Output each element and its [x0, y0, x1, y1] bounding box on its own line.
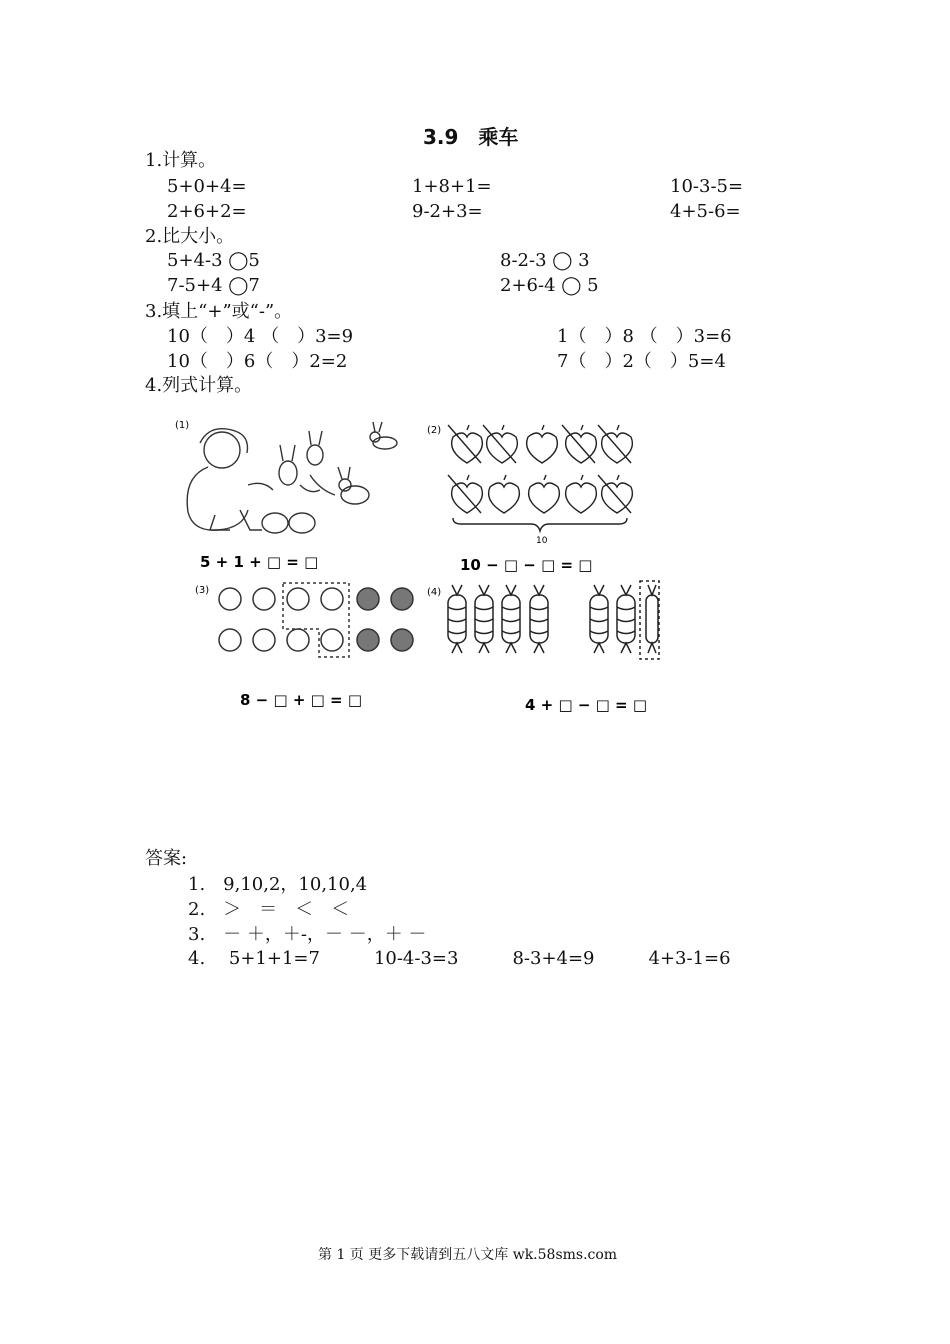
q4-heading: 4.列式计算。 [145, 375, 253, 396]
q1-item: 5+0+4= [167, 176, 247, 197]
candies-group [448, 581, 659, 659]
q3-heading: 3.填上“+”或“-”。 [145, 301, 293, 322]
answer-line: 3. － ＋，＋-，－ －，＋ － [188, 924, 427, 945]
q1-heading: 1.计算。 [145, 150, 217, 171]
q3-item: 10（ ）4 （ ）3=9 [167, 326, 354, 347]
q1-item: 2+6+2= [167, 201, 247, 222]
q3-item: 7（ ）2（ ）5=4 [557, 351, 726, 372]
q1-item: 1+8+1= [412, 176, 492, 197]
panel-label-1: (1) [175, 420, 190, 431]
panel-label-2: (2) [427, 425, 442, 436]
answer-line: 2. ＞ ＝ ＜ ＜ [188, 899, 350, 920]
panel-label-3: (3) [195, 585, 210, 596]
answer-line: 1. 9,10,2，10,10,4 [188, 874, 368, 895]
q3-item: 10（ ）6（ ）2=2 [167, 351, 348, 372]
apples-group [448, 425, 632, 531]
child-rabbits-illustration [187, 422, 397, 533]
q2-item: 7-5+4 ◯7 [167, 275, 260, 296]
bracket-label: 10 [536, 536, 548, 546]
q1-item: 10-3-5= [670, 176, 744, 197]
q2-heading: 2.比大小。 [145, 226, 235, 247]
q2-item: 5+4-3 ◯5 [167, 250, 260, 271]
q3-item: 1（ ）8 （ ）3=6 [557, 326, 732, 347]
q4-figure [170, 415, 660, 720]
page-footer: 第 1 页 更多下载请到五八文库 wk.58sms.com [318, 1247, 618, 1263]
q1-item: 9-2+3= [412, 201, 483, 222]
q2-item: 2+6-4 ◯ 5 [500, 275, 599, 296]
q2-item: 8-2-3 ◯ 3 [500, 250, 590, 271]
equation-2: 10 − □ − □ = □ [460, 556, 593, 574]
equation-1: 5 + 1 + □ = □ [200, 553, 319, 571]
page-title: 3.9 乘车 [423, 125, 519, 149]
panel-label-4: (4) [427, 587, 442, 598]
q1-item: 4+5-6= [670, 201, 741, 222]
circles-group [219, 583, 413, 657]
equation-3: 8 − □ + □ = □ [240, 691, 362, 709]
equation-4: 4 + □ − □ = □ [525, 696, 647, 714]
answer-line: 4. 5+1+1=7 10-4-3=3 8-3+4=9 4+3-1=6 [188, 948, 731, 969]
answers-heading: 答案: [145, 848, 188, 869]
